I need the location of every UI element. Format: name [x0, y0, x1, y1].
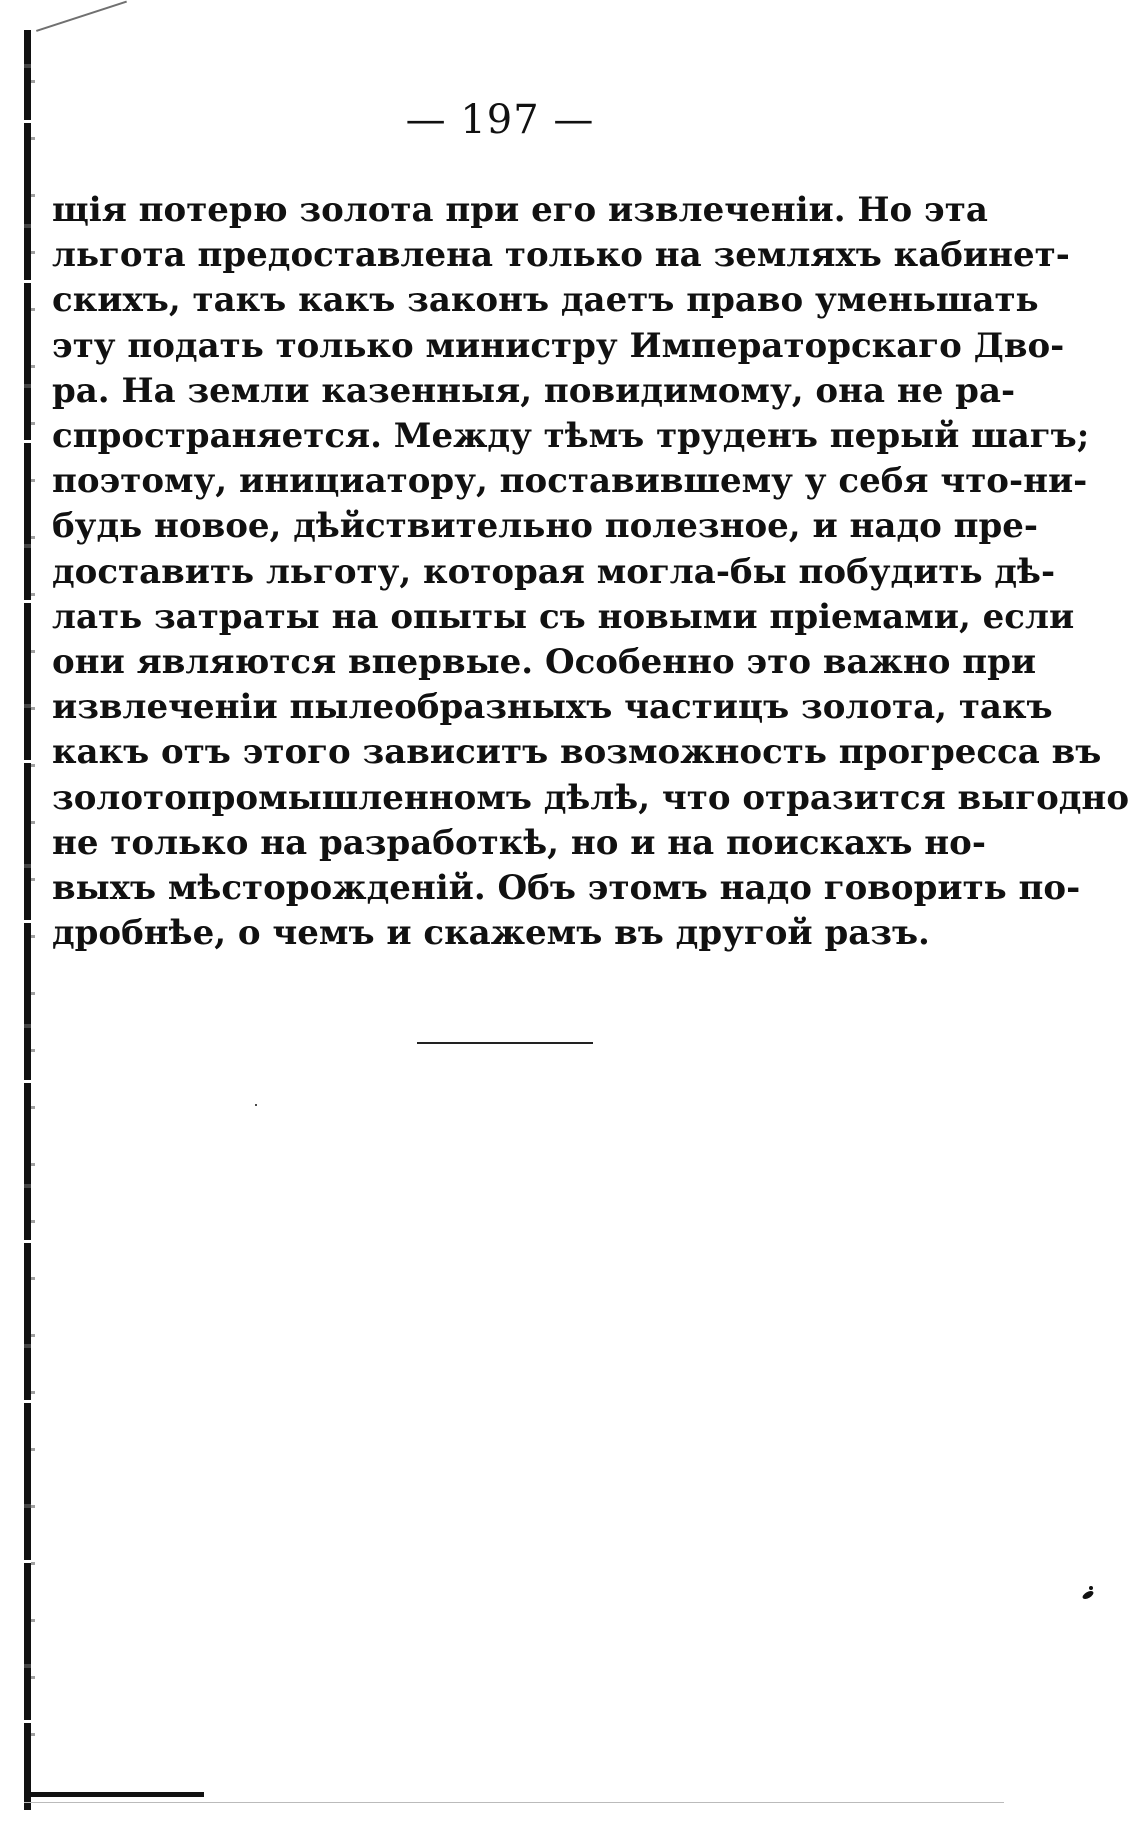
text-line: эту подать только министру Императорскаго Дво-	[52, 325, 1065, 366]
text-line: доставить льготу, которая могла-бы побудить дѣ-	[52, 551, 1056, 592]
section-end-rule	[417, 1042, 593, 1044]
corner-scratch-mark	[36, 1, 139, 70]
body-text	[52, 188, 1129, 956]
bottom-edge-mark	[24, 1792, 204, 1797]
text-line: лать затраты на опыты съ новыми пріемами, если	[52, 596, 1075, 637]
text-line: выхъ мѣсторожденій. Объ этомъ надо говорить по-	[52, 868, 1081, 909]
text-line: поэтому, инициатору, поставившему у себя что-ни-	[52, 461, 1088, 502]
text-line: какъ отъ этого зависитъ возможность прогресса въ	[52, 732, 1102, 773]
text-line: не только на разработкѣ, но и на поискахъ но-	[52, 822, 986, 863]
text-line: будь новое, дѣйствительно полезное, и надо пре-	[52, 506, 1039, 547]
text-line: извлеченіи пылеобразныхъ частицъ золота, такъ	[52, 687, 1053, 728]
text-line: спространяется. Между тѣмъ труденъ перый шагъ;	[52, 416, 1090, 457]
ink-speck	[1081, 1589, 1094, 1600]
ink-speck	[1089, 1586, 1093, 1590]
text-line: льгота предоставлена только на земляхъ кабинет-	[52, 235, 1070, 276]
text-line: дробнѣе, о чемъ и скажемъ въ другой разъ.	[52, 913, 930, 954]
text-line: ра. На земли казенныя, повидимому, она не ра-	[52, 370, 1016, 411]
ink-speck	[255, 1104, 257, 1106]
text-line: щія потерю золота при его извлеченіи. Но эта	[52, 190, 988, 230]
text-line: они являются впервые. Особенно это важно при	[52, 642, 1037, 683]
text-line: скихъ, такъ какъ законъ даетъ право уменьшать	[52, 280, 1039, 321]
text-line: золотопромышленномъ дѣлѣ, что отразится выгодно	[52, 777, 1129, 818]
page-number: — 197 —	[405, 97, 595, 143]
binding-shadow	[31, 60, 35, 1780]
binding-edge	[24, 30, 31, 1810]
bottom-edge-line	[24, 1802, 1004, 1803]
